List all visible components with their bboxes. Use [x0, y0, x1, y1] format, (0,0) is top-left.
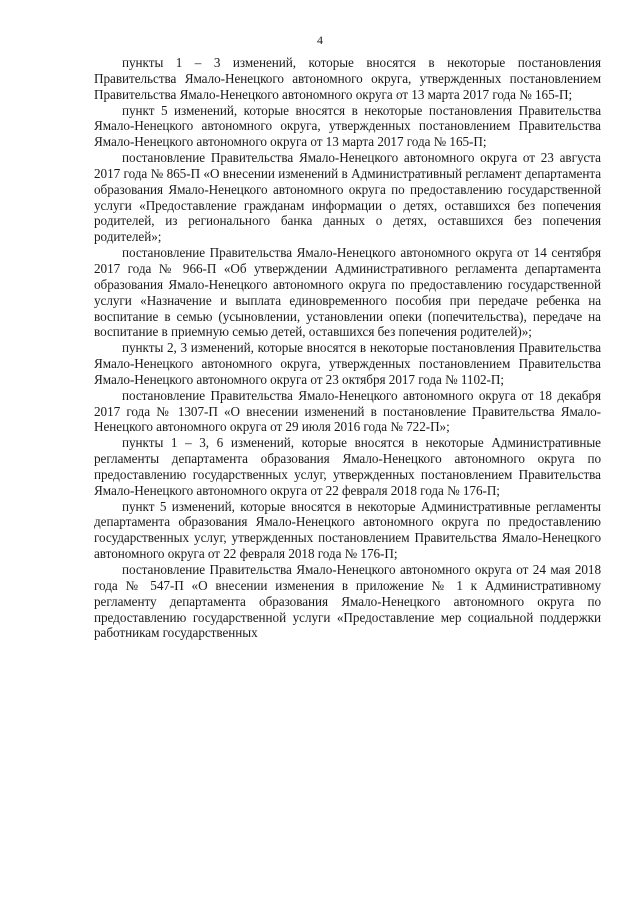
paragraph-1: пункты 1 – 3 изменений, которые вносятся в некоторые постановления Правительства Ямало-Ненецкого автономного округа, утвержденных постановлением Правительства Ямало-Ненецкого автономного округа от 13 марта 2017 года № 165-П; — [94, 55, 601, 102]
paragraph-2: пункт 5 изменений, которые вносятся в некоторые постановления Правительства Ямало-Ненецкого автономного округа, утвержденных постановлением Правительства Ямало-Ненецкого автономного округа от 13 марта 2017 года № 165-П; — [94, 102, 601, 150]
document-body — [94, 55, 601, 641]
paragraph-7: пункты 1 – 3, 6 изменений, которые вносятся в некоторые Административные регламенты департамента образования Ямало-Ненецкого автономного округа по предоставлению государственных услуг, утвержденных постановлением Правительства Ямало-Ненецкого автономного округа от 22 февраля 2018 года № 176-П; — [94, 435, 601, 498]
paragraph-3: постановление Правительства Ямало-Ненецкого автономного округа от 23 августа 2017 года № 865-П «О внесении изменений в Административный регламент департамента образования Ямало-Ненецкого автономного округа по предоставлению государственной услуги «Предоставление гражданам информации о детях, оставшихся без попечения родителей, из регионального банка данных о детях, оставшихся без попечения родителей»; — [94, 150, 601, 245]
paragraph-5: пункты 2, 3 изменений, которые вносятся в некоторые постановления Правительства Ямало-Ненецкого автономного округа, утвержденных постановлением Правительства Ямало-Ненецкого автономного округа от 23 октября 2017 года № 1102-П; — [94, 340, 601, 387]
paragraph-6: постановление Правительства Ямало-Ненецкого автономного округа от 18 декабря 2017 года № 1307-П «О внесении изменений в постановление Правительства Ямало-Ненецкого автономного округа от 29 июля 2016 года № 722-П»; — [94, 387, 601, 435]
page-number: 4 — [317, 33, 323, 47]
paragraph-9: постановление Правительства Ямало-Ненецкого автономного округа от 24 мая 2018 года № 547-П «О внесении изменения в приложение № 1 к Административному регламенту департамента образования Ямало-Ненецкого автономного округа по предоставлению государственной услуги «Предоставление мер социальной поддержки работникам государственных — [94, 562, 601, 641]
paragraph-8: пункт 5 изменений, которые вносятся в некоторые Административные регламенты департамента образования Ямало-Ненецкого автономного округа по предоставлению государственных услуг, утвержденных постановлением Правительства Ямало-Ненецкого автономного округа от 22 февраля 2018 года № 176-П; — [94, 498, 601, 562]
paragraph-4: постановление Правительства Ямало-Ненецкого автономного округа от 14 сентября 2017 года № 966-П «Об утверждении Административного регламента департамента образования Ямало-Ненецкого автономного округа по предоставлению государственной услуги «Назначение и выплата единовременного пособия при передаче ребенка на воспитание в семью (усыновлении, установлении опеки (попечительства), передаче на воспитание в приемную семью детей, оставшихся без попечения родителей)»; — [94, 245, 601, 340]
